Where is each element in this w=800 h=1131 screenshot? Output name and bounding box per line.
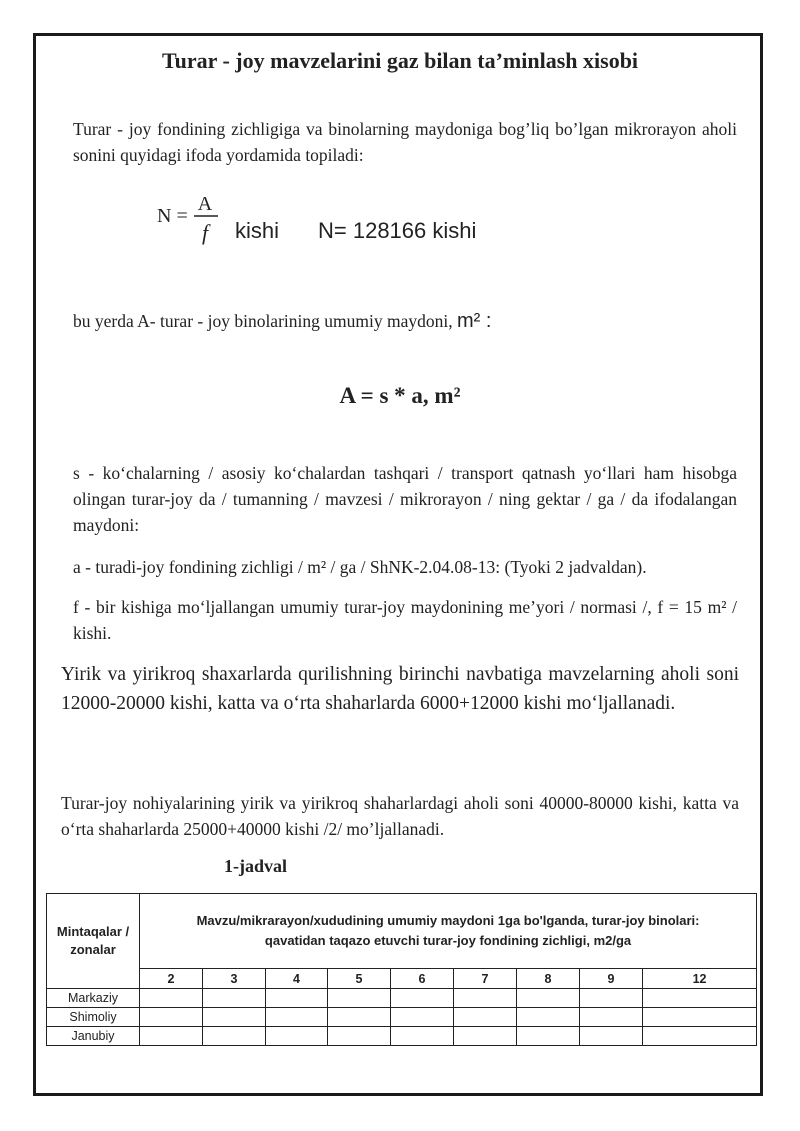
floor-header: 4 [266,969,328,989]
formula-n-result: N= 128166 kishi [318,218,477,243]
table-cell [454,1008,517,1027]
zone-label: Shimoliy [47,1008,140,1027]
table-cell [391,1027,454,1046]
table-cell [328,1008,391,1027]
table-cell [517,1008,580,1027]
main-header-line1: Mavzu/mikrarayon/xududining umumiy maydoni 1ga bo'lganda, turar-joy binolari: [196,913,700,928]
definition-f: f - bir kishiga mo‘ljallangan umumiy turar-joy maydonining me’yori / normasi /, f = 15 m² / kishi. [73,597,737,643]
formula-n-unit: kishi [235,218,280,243]
where-a-unit: m² : [456,310,492,332]
table-cell [140,1008,203,1027]
table-cell [266,989,328,1008]
table-cell [140,989,203,1008]
table-cell [643,989,757,1008]
definition-a: a - turadi-joy fondining zichligi / m² / ga / ShNK-2.04.08-13: (Tyoki 2 jadvaldan). [73,557,647,577]
table-cell [203,1027,266,1046]
floor-header: 9 [580,969,643,989]
table-cell [517,989,580,1008]
paragraph-residential-districts: Turar-joy nohiyalarining yirik va yirikroq shaharlardagi aholi soni 40000-80000 kishi, katta va o‘rta shaharlarda 25000+40000 kishi /2/ mo’ljallanadi. [61,793,739,839]
formula-a: A = s * a, m² [339,383,461,408]
main-header-line2: qavatidan taqazo etuvchi turar-joy fondining zichligi, [264,933,594,948]
floor-header: 8 [517,969,580,989]
table-cell [643,1008,757,1027]
table-cell [266,1008,328,1027]
table-cell [454,989,517,1008]
table-cell [203,989,266,1008]
formula-n-lhs: N = [157,205,188,227]
main-header-line2-wrap [140,931,756,951]
floor-header: 2 [140,969,203,989]
table-row [47,989,757,1008]
table-cell [328,1027,391,1046]
table-cell [391,1008,454,1027]
main-header-unit: m2/ga [593,933,632,948]
zone-header: Mintaqalar / zonalar [47,894,140,989]
floor-header: 3 [203,969,266,989]
table-cell [580,1008,643,1027]
main-header [140,894,757,969]
floor-header: 5 [328,969,391,989]
table-caption: 1-jadval [224,856,287,876]
document-title: Turar - joy mavzelarini gaz bilan ta’minlash xisobi [161,48,639,73]
formula-n-numerator: A [197,193,213,215]
formula-n-denominator: f [201,220,209,245]
table-cell [328,989,391,1008]
table-cell [140,1027,203,1046]
table-row [47,1027,757,1046]
table-cell [203,1008,266,1027]
paragraph-first-stage: Yirik va yirikroq shaxarlarda qurilishning birinchi navbatiga mavzelarning aholi soni 12000-20000 kishi, katta va o‘rta shaharlarda 6000+12000 kishi mo‘ljallanadi. [61,664,739,714]
table-cell [517,1027,580,1046]
floor-header: 12 [643,969,757,989]
zone-label: Janubiy [47,1027,140,1046]
table-cell [454,1027,517,1046]
table-cell [580,989,643,1008]
floor-header: 7 [454,969,517,989]
floor-header: 6 [391,969,454,989]
table-cell [580,1027,643,1046]
table-row [47,1008,757,1027]
definition-s: s - ko‘chalarning / asosiy ko‘chalardan tashqari / transport qatnash yo‘llari ham hisobga olingan turar-joy da / tumanning / mavzesi / mikrorayon / ning gektar / ga / da ifodalangan maydoni: [73,463,737,535]
formula-n-image [156,190,222,246]
table-cell [643,1027,757,1046]
where-a-line [73,308,491,334]
zone-label: Markaziy [47,989,140,1008]
table-cell [391,989,454,1008]
table-cell [266,1027,328,1046]
density-table [46,893,757,1046]
intro-paragraph: Turar - joy fondining zichligiga va binolarning maydoniga bog’liq bo’lgan mikrorayon aholi sonini quyidagi ifoda yordamida topiladi: [73,119,737,165]
where-a-text: bu yerda A- turar - joy binolarining umumiy maydoni, [73,311,457,331]
